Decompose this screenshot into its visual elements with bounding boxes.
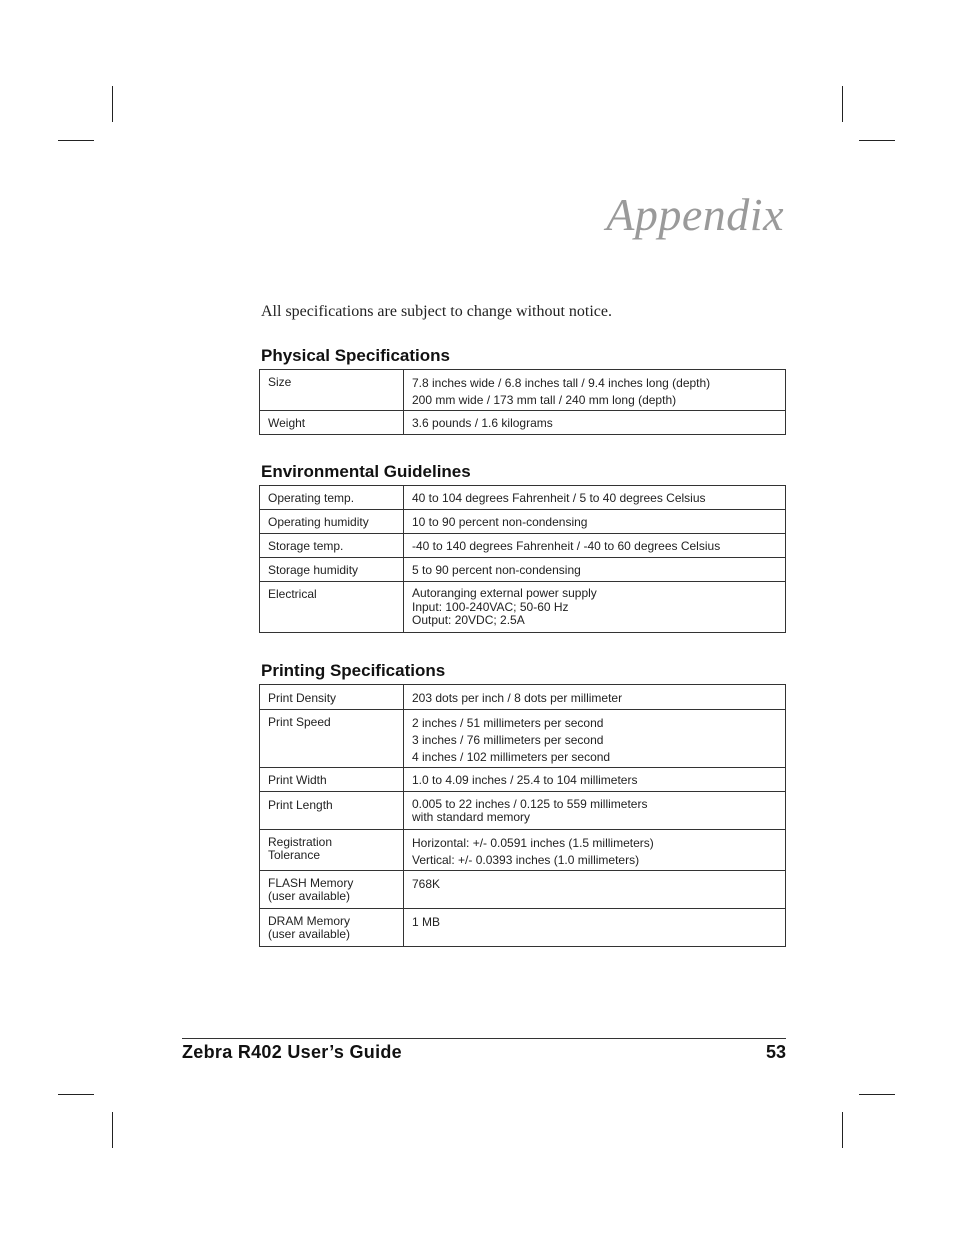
spec-value-line: with standard memory xyxy=(412,810,531,824)
spec-value-line: 203 dots per inch / 8 dots per millimeter xyxy=(412,691,623,705)
spec-label-line: Size xyxy=(268,375,292,389)
spec-label xyxy=(260,411,404,435)
spec-label-line: DRAM Memory xyxy=(268,914,351,928)
spec-label xyxy=(260,558,404,582)
spec-label-line: FLASH Memory xyxy=(268,876,354,890)
table-row xyxy=(260,370,786,411)
spec-value xyxy=(404,486,786,510)
spec-label-line: (user available) xyxy=(268,889,351,903)
spec-label-line: Print Speed xyxy=(268,715,331,729)
spec-label-line: Operating temp. xyxy=(268,491,355,505)
table-row xyxy=(260,909,786,947)
table-row xyxy=(260,510,786,534)
table-row xyxy=(260,768,786,792)
spec-value xyxy=(404,534,786,558)
spec-value xyxy=(404,768,786,792)
spec-label xyxy=(260,486,404,510)
table-row xyxy=(260,685,786,710)
spec-value xyxy=(404,558,786,582)
spec-value-line: Output: 20VDC; 2.5A xyxy=(412,613,525,627)
printing-spec-table xyxy=(259,684,786,947)
spec-label xyxy=(260,370,404,411)
spec-value-line: 768K xyxy=(412,877,441,891)
spec-value-line: 4 inches / 102 millimeters per second xyxy=(412,750,611,764)
physical-heading: Physical Specifications xyxy=(261,346,450,365)
spec-label xyxy=(260,830,404,871)
table-row xyxy=(260,486,786,510)
environmental-heading: Environmental Guidelines xyxy=(261,462,471,481)
spec-label xyxy=(260,871,404,909)
spec-value-line: 1 MB xyxy=(412,915,441,929)
table-row xyxy=(260,871,786,909)
spec-value-line: 3 inches / 76 millimeters per second xyxy=(412,733,604,747)
spec-label-line: Weight xyxy=(268,416,306,430)
spec-value xyxy=(404,909,786,947)
spec-label xyxy=(260,792,404,830)
spec-value xyxy=(404,792,786,830)
spec-value-line: 5 to 90 percent non-condensing xyxy=(412,563,581,577)
spec-value xyxy=(404,411,786,435)
spec-value-line: 3.6 pounds / 1.6 kilograms xyxy=(412,416,553,430)
spec-value-line: 2 inches / 51 millimeters per second xyxy=(412,716,604,730)
crop-mark xyxy=(842,86,843,122)
spec-label-line: Tolerance xyxy=(268,848,321,862)
spec-value-line: Input: 100-240VAC; 50-60 Hz xyxy=(412,599,569,614)
spec-value xyxy=(404,582,786,633)
table-row xyxy=(260,558,786,582)
spec-label-line: Print Density xyxy=(268,691,337,705)
spec-label xyxy=(260,909,404,947)
spec-value xyxy=(404,370,786,411)
crop-mark xyxy=(112,1112,113,1148)
table-row xyxy=(260,710,786,768)
spec-value-line: Vertical: +/- 0.0393 inches (1.0 millimeters) xyxy=(412,853,640,867)
spec-label-line: Storage temp. xyxy=(268,539,344,553)
spec-label-line: Print Width xyxy=(268,773,327,787)
spec-label-line: Storage humidity xyxy=(268,563,359,577)
spec-label xyxy=(260,710,404,768)
crop-mark xyxy=(859,1094,895,1095)
spec-label-line: Operating humidity xyxy=(268,515,369,529)
spec-value-line: Horizontal: +/- 0.0591 inches (1.5 millimeters) xyxy=(412,836,654,850)
page-number: 53 xyxy=(765,1042,786,1062)
spec-value-line: 1.0 to 4.09 inches / 25.4 to 104 millimeters xyxy=(412,773,638,787)
table-row xyxy=(260,582,786,633)
footer-title: Zebra R402 User’s Guide xyxy=(182,1042,402,1062)
spec-label xyxy=(260,768,404,792)
spec-label-line: (user available) xyxy=(268,927,351,941)
spec-value-line: 40 to 104 degrees Fahrenheit / 5 to 40 degrees Celsius xyxy=(412,491,706,505)
spec-label xyxy=(260,685,404,710)
printing-heading: Printing Specifications xyxy=(261,661,446,680)
table-row xyxy=(260,792,786,830)
spec-value-line: 7.8 inches wide / 6.8 inches tall / 9.4 inches long (depth) xyxy=(412,376,711,390)
spec-label-line: Registration xyxy=(268,835,333,849)
table-row xyxy=(260,830,786,871)
crop-mark xyxy=(112,86,113,122)
spec-value xyxy=(404,510,786,534)
table-row xyxy=(260,534,786,558)
spec-label xyxy=(260,582,404,633)
spec-value-line: 200 mm wide / 173 mm tall / 240 mm long (depth) xyxy=(412,393,677,407)
spec-label xyxy=(260,510,404,534)
spec-value-line: 10 to 90 percent non-condensing xyxy=(412,515,588,529)
crop-mark xyxy=(58,140,94,141)
table-row xyxy=(260,411,786,435)
environmental-spec-table xyxy=(259,485,786,633)
spec-label-line: Print Length xyxy=(268,798,333,812)
spec-value-line: 0.005 to 22 inches / 0.125 to 559 millimeters xyxy=(412,797,648,811)
spec-value-line: Autoranging external power supply xyxy=(412,586,597,600)
crop-mark xyxy=(842,1112,843,1148)
page-title: Appendix xyxy=(606,189,784,240)
spec-value xyxy=(404,685,786,710)
footer-divider xyxy=(182,1038,786,1039)
crop-mark xyxy=(859,140,895,141)
crop-mark xyxy=(58,1094,94,1095)
spec-value-line: -40 to 140 degrees Fahrenheit / -40 to 60 degrees Celsius xyxy=(412,539,721,553)
physical-spec-table xyxy=(259,369,786,435)
spec-value xyxy=(404,710,786,768)
intro-text: All specifications are subject to change without notice. xyxy=(261,303,612,320)
spec-label-line: Electrical xyxy=(268,587,317,601)
spec-value xyxy=(404,830,786,871)
spec-label xyxy=(260,534,404,558)
spec-value xyxy=(404,871,786,909)
